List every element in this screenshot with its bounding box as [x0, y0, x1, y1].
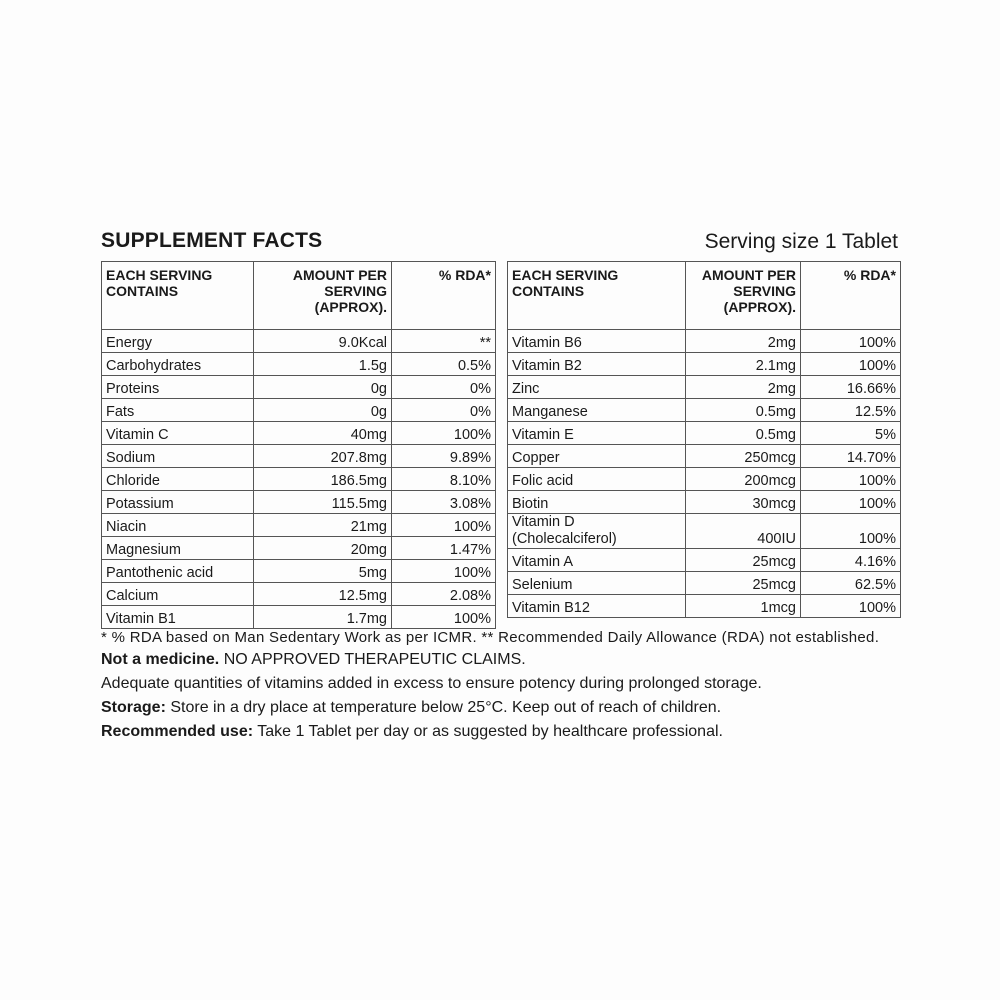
header-amount-line3: (APPROX).: [723, 299, 796, 315]
table-body-left: [102, 330, 496, 629]
nutrient-rda: 62.5%: [801, 572, 901, 595]
table-row: [508, 330, 901, 353]
nutrient-rda: 100%: [392, 560, 496, 583]
nutrient-rda: 2.08%: [392, 583, 496, 606]
nutrient-rda: 100%: [392, 606, 496, 629]
nutrient-rda: 16.66%: [801, 376, 901, 399]
storage-text: Store in a dry place at temperature below 25°C. Keep out of reach of children.: [170, 699, 722, 716]
nutrient-name: Chloride: [102, 468, 254, 491]
nutrient-rda: **: [392, 330, 496, 353]
table-header-row: [508, 262, 901, 330]
nutrient-name: Vitamin A: [508, 549, 686, 572]
nutrient-rda: 100%: [392, 514, 496, 537]
nutrient-amount: 20mg: [254, 537, 392, 560]
table-row: [102, 330, 496, 353]
table-row: [508, 491, 901, 514]
nutrient-amount: 0g: [254, 399, 392, 422]
nutrient-rda: 100%: [801, 491, 901, 514]
recommended-use-line: [101, 720, 901, 744]
nutrient-name: Biotin: [508, 491, 686, 514]
table-row: [102, 376, 496, 399]
header-each-serving-line1: EACH SERVING: [106, 267, 213, 283]
recommended-use-label: Recommended use:: [101, 723, 254, 740]
nutrient-amount: 2.1mg: [686, 353, 801, 376]
serving-size: Serving size 1 Tablet: [704, 230, 898, 253]
table-row: [102, 606, 496, 629]
nutrient-name: Copper: [508, 445, 686, 468]
nutrient-rda: 1.47%: [392, 537, 496, 560]
nutrient-amount: 12.5mg: [254, 583, 392, 606]
nutrient-amount: 186.5mg: [254, 468, 392, 491]
table-row: [102, 514, 496, 537]
table-row: [102, 468, 496, 491]
nutrient-rda: 100%: [801, 353, 901, 376]
header-amount: [254, 262, 392, 330]
header-amount-line1: AMOUNT PER: [292, 267, 387, 283]
storage-label: Storage:: [101, 699, 166, 716]
nutrient-name: Carbohydrates: [102, 353, 254, 376]
nutrient-amount: 0.5mg: [686, 399, 801, 422]
nutrient-rda: 8.10%: [392, 468, 496, 491]
nutrient-amount: 207.8mg: [254, 445, 392, 468]
nutrient-name: Zinc: [508, 376, 686, 399]
nutrient-amount: 1.5g: [254, 353, 392, 376]
not-medicine-text: NO APPROVED THERAPEUTIC CLAIMS.: [223, 651, 526, 668]
header-amount-line1: AMOUNT PER: [701, 267, 796, 283]
nutrient-amount: 1mcg: [686, 595, 801, 618]
nutrient-amount: 0.5mg: [686, 422, 801, 445]
nutrient-amount: 5mg: [254, 560, 392, 583]
table-row: [508, 468, 901, 491]
nutrient-name: Vitamin B6: [508, 330, 686, 353]
nutrient-name: Vitamin B2: [508, 353, 686, 376]
nutrient-rda: 12.5%: [801, 399, 901, 422]
adequate-line: Adequate quantities of vitamins added in excess to ensure potency during prolonged storage.: [101, 675, 762, 692]
table-row: [102, 353, 496, 376]
table-row: [508, 595, 901, 618]
nutrient-amount: 21mg: [254, 514, 392, 537]
table-row: [508, 422, 901, 445]
nutrient-name: Proteins: [102, 376, 254, 399]
nutrient-name: Pantothenic acid: [102, 560, 254, 583]
table-row: [102, 491, 496, 514]
nutrient-name: Manganese: [508, 399, 686, 422]
nutrient-amount: 25mcg: [686, 549, 801, 572]
header-amount: [686, 262, 801, 330]
nutrient-rda: 14.70%: [801, 445, 901, 468]
nutrient-rda: 4.16%: [801, 549, 901, 572]
nutrient-amount: 400IU: [686, 514, 801, 549]
header-amount-line2: SERVING: [733, 283, 796, 299]
table-row: [102, 399, 496, 422]
nutrient-name: Calcium: [102, 583, 254, 606]
nutrient-rda: 100%: [392, 422, 496, 445]
supplement-table-right: [507, 261, 901, 618]
table-body-right: [508, 330, 901, 618]
page-title: SUPPLEMENT FACTS: [101, 229, 323, 252]
nutrient-name: Energy: [102, 330, 254, 353]
nutrient-rda: 100%: [801, 468, 901, 491]
table-row: [508, 445, 901, 468]
nutrient-name: Folic acid: [508, 468, 686, 491]
nutrient-name: Vitamin D (Cholecalciferol): [508, 514, 686, 549]
nutrient-amount: 2mg: [686, 376, 801, 399]
header-rda: % RDA*: [392, 262, 496, 330]
header-each-serving-line2: CONTAINS: [106, 283, 179, 299]
nutrient-rda: 5%: [801, 422, 901, 445]
nutrient-name: Sodium: [102, 445, 254, 468]
nutrient-amount: 40mg: [254, 422, 392, 445]
table-row: [102, 445, 496, 468]
storage-line: [101, 696, 901, 720]
nutrient-amount: 200mcg: [686, 468, 801, 491]
nutrient-amount: 25mcg: [686, 572, 801, 595]
header-each-serving-line2: CONTAINS: [512, 283, 585, 299]
table-row: [508, 399, 901, 422]
nutrient-amount: 250mcg: [686, 445, 801, 468]
nutrient-rda: 9.89%: [392, 445, 496, 468]
rda-footnote: * % RDA based on Man Sedentary Work as per ICMR. ** Recommended Daily Allowance (RDA) not established.: [101, 629, 880, 646]
nutrient-amount: 30mcg: [686, 491, 801, 514]
nutrient-amount: 9.0Kcal: [254, 330, 392, 353]
table-row: [508, 549, 901, 572]
nutrient-name: Vitamin B12: [508, 595, 686, 618]
recommended-use-text: Take 1 Tablet per day or as suggested by healthcare professional.: [257, 723, 723, 740]
nutrient-name: Fats: [102, 399, 254, 422]
notes-section: [101, 628, 901, 744]
table-header-row: [102, 262, 496, 330]
header-rda: % RDA*: [801, 262, 901, 330]
table-row: [508, 572, 901, 595]
not-medicine-label: Not a medicine.: [101, 651, 220, 668]
nutrient-amount: 2mg: [686, 330, 801, 353]
table-row: [102, 537, 496, 560]
table-row: [102, 560, 496, 583]
nutrient-rda: 0%: [392, 376, 496, 399]
header-each-serving: [102, 262, 254, 330]
header-amount-line2: SERVING: [324, 283, 387, 299]
nutrient-rda: 0.5%: [392, 353, 496, 376]
nutrient-name: Vitamin C: [102, 422, 254, 445]
header-amount-line3: (APPROX).: [314, 299, 387, 315]
nutrient-name: Vitamin B1: [102, 606, 254, 629]
nutrient-rda: 100%: [801, 330, 901, 353]
nutrient-name: Magnesium: [102, 537, 254, 560]
header-each-serving-line1: EACH SERVING: [512, 267, 619, 283]
nutrient-name: Niacin: [102, 514, 254, 537]
nutrient-rda: 3.08%: [392, 491, 496, 514]
table-row: [508, 353, 901, 376]
nutrient-name: Selenium: [508, 572, 686, 595]
table-row: [508, 376, 901, 399]
nutrient-amount: 115.5mg: [254, 491, 392, 514]
supplement-table-left: [101, 261, 496, 629]
nutrient-name: Potassium: [102, 491, 254, 514]
table-row: [102, 583, 496, 606]
nutrient-amount: 1.7mg: [254, 606, 392, 629]
nutrient-rda: 100%: [801, 514, 901, 549]
not-medicine-line: [101, 648, 901, 672]
header-each-serving: [508, 262, 686, 330]
nutrient-rda: 100%: [801, 595, 901, 618]
nutrient-rda: 0%: [392, 399, 496, 422]
table-row: [508, 514, 901, 549]
table-row: [102, 422, 496, 445]
nutrient-name: Vitamin E: [508, 422, 686, 445]
nutrient-amount: 0g: [254, 376, 392, 399]
